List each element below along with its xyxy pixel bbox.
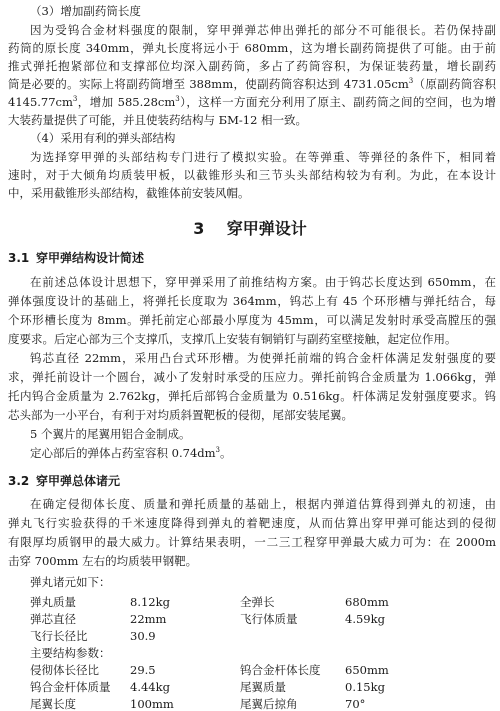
paragraph-line: 推式弹托抱紧部位和支撑部位均深入副药筒，多占了药筒容积，为保证装药量，增长副药 — [8, 59, 496, 73]
spec-value: 70° — [345, 697, 366, 711]
paragraph-line: 在确定侵彻体长度、质量和弹托质量的基础上，根据内弹道估算得到弹丸的初速，由 — [30, 497, 496, 511]
spec-label: 飞行体质量 — [240, 612, 298, 626]
spec-label: 钨合金杆体质量 — [30, 680, 111, 694]
spec-label: 弹芯直径 — [30, 612, 76, 626]
spec-label: 钨合金杆体长度 — [240, 663, 321, 677]
spec-value: 30.9 — [130, 629, 156, 643]
section-heading: 3.2 穿甲弹总体诸元 — [8, 474, 121, 488]
paragraph-line: 速时，对于大倾角均质装甲板，以截锥形头和三节头头部结构较为有利。为此，在本设计 — [8, 168, 496, 182]
paragraph-line: 5 个翼片的尾翼用铝合金制成。 — [30, 427, 191, 441]
paragraph-line: 为选择穿甲弹的头部结构专门进行了模拟实验。在等弹重、等弹径的条件下，相同着 — [30, 150, 496, 164]
paragraph-line: 中，采用截锥形头部结构，截锥体前安装风帽。 — [8, 186, 250, 200]
spec-label: 侵彻体长径比 — [30, 663, 99, 677]
paragraph-line: 因为受钨合金材料强度的限制，穿甲弹弹芯伸出弹托的部分不可能很长。若仍保持副 — [30, 23, 496, 37]
paragraph-line: 筒是必要的。实际上将副药筒增至 388mm，使副药筒容积达到 $4731.05cm^3$（原副药筒容积 — [8, 77, 496, 91]
paragraph-line: 求，弹托前设计一个圆台，减小了发射时承受的压应力。弹托前钨合金质量为 1.066kg，弹 — [8, 370, 496, 384]
spec-value: 29.5 — [130, 663, 156, 677]
paragraph-line: 个环形槽长度为 8mm。弹托前定心部最小厚度为 45mm，可以满足发射时承受高膛压的强 — [8, 313, 496, 327]
chapter-title: 3 穿甲弹设计 — [193, 219, 307, 238]
paragraph-line: 药筒的原长度 340mm，弹丸长度将远小于 680mm，这为增长副药筒提供了可能。由于前 — [8, 41, 496, 55]
paragraph-line: 弹丸飞行实验获得的千米速度降得到弹丸的着靶速度，从而估算出穿甲弹可能达到的侵彻 — [8, 516, 496, 530]
specs-heading: 弹丸诸元如下： — [30, 575, 111, 589]
paragraph-line: 定心部后的弹体占药室容积 $0.74dm^3$。 — [30, 446, 232, 460]
subsection-heading: （3）增加副药筒长度 — [30, 4, 141, 18]
paragraph-line: 度要求。后定心部为三个支撑爪，支撑爪上安装有铜销钉与副药室壁接触，起定位作用。 — [8, 332, 457, 346]
spec-label: 飞行长径比 — [30, 629, 88, 643]
specs-subheading: 主要结构参数： — [30, 646, 111, 660]
paragraph-line: 有限厚均质钢甲的最大威力。计算结果表明，一二三工程穿甲弹最大威力可为：在 2000m — [8, 535, 496, 549]
spec-value: 4.59kg — [345, 612, 385, 626]
spec-value: 680mm — [345, 595, 389, 609]
spec-label: 尾翼后掠角 — [240, 697, 298, 711]
paragraph-line: 钨芯直径 22mm，采用凸台式环形槽。为使弹托前端的钨合金杆体满足发射强度的要 — [30, 351, 496, 365]
spec-value: 4.44kg — [130, 680, 170, 694]
spec-label: 尾翼质量 — [240, 680, 286, 694]
paragraph-line: 大装药量提供了可能，并且使装药结构与 БМ-12 相一致。 — [8, 113, 308, 127]
spec-value: 0.15kg — [345, 680, 385, 694]
paragraph-line: $4145.77cm^3$，增加 $585.28cm^3$），这样一方面充分利用了原主、副药筒之间的空间，也为增 — [8, 95, 496, 109]
paragraph-line: 芯头部为一小平台，有利于对均质斜置靶板的侵彻，尾部安装尾翼。 — [8, 408, 353, 422]
paragraph-line: 弹体强度设计的基础上，将弹托长度取为 364mm，钨芯上有 45 个环形槽与弹托结合，每 — [8, 294, 496, 308]
spec-label: 全弹长 — [240, 595, 275, 609]
spec-value: 22mm — [130, 612, 167, 626]
paragraph-line: 托内钨合金质量为 2.762kg，弹托后部钨合金质量为 0.516kg。杆体满足发射强度要求。钨 — [8, 389, 496, 403]
spec-value: 650mm — [345, 663, 389, 677]
spec-value: 100mm — [130, 697, 174, 711]
spec-label: 弹丸质量 — [30, 595, 76, 609]
spec-value: 8.12kg — [130, 595, 170, 609]
spec-label: 尾翼长度 — [30, 697, 76, 711]
paragraph-line: 击穿 700mm 左右的均质装甲钢靶。 — [8, 554, 198, 568]
paragraph-line: 在前述总体设计思想下，穿甲弹采用了前推结构方案。由于钨芯长度达到 650mm，在 — [30, 275, 496, 289]
section-heading: 3.1 穿甲弹结构设计简述 — [8, 251, 145, 265]
subsection-heading: （4）采用有利的弹头部结构 — [30, 131, 176, 145]
